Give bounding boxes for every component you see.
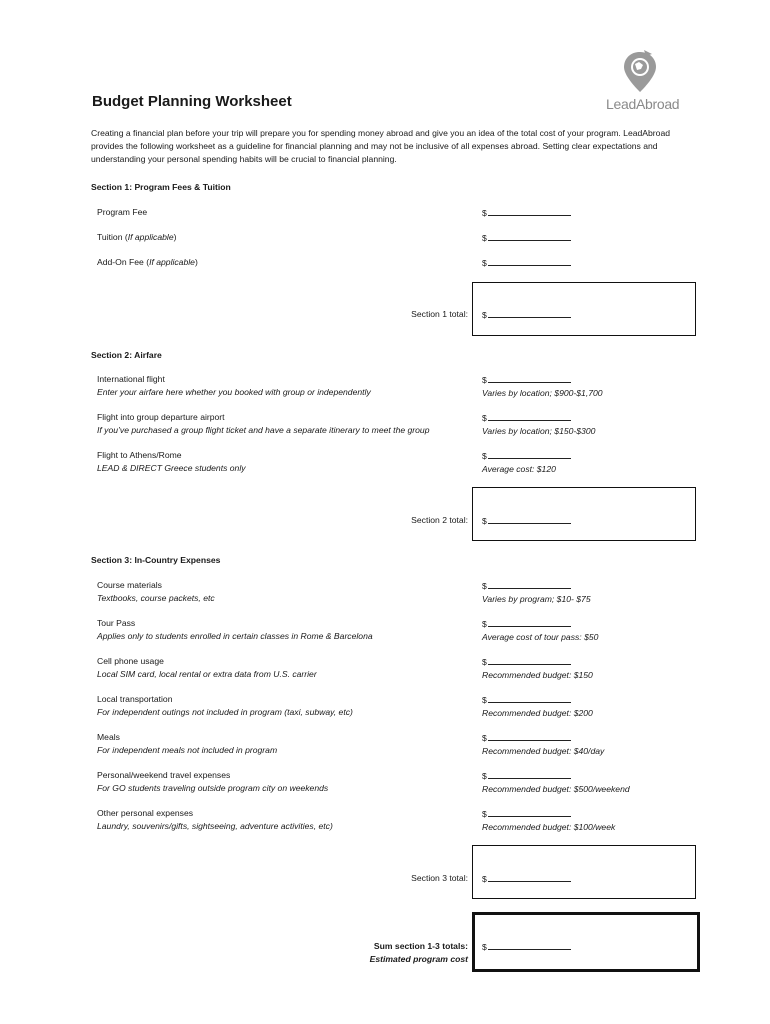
section2-total-label: Section 2 total: xyxy=(411,515,468,525)
international-flight-field[interactable]: $ Varies by location; $900-$1,700 xyxy=(482,375,603,398)
athens-rome-flight-field[interactable]: $ Average cost: $120 xyxy=(482,449,571,476)
departure-flight-field[interactable]: $ Varies by location; $150-$300 xyxy=(482,413,596,436)
section1-heading: Section 1: Program Fees & Tuition xyxy=(91,182,231,192)
section2-total-field[interactable]: $ xyxy=(482,514,571,526)
tour-pass-item: Tour Pass Applies only to students enrolled in certain classes in Rome & Barcelona xyxy=(97,618,373,641)
international-flight-item: International flight Enter your airfare here whether you booked with group or independently xyxy=(97,374,371,397)
weekend-travel-field[interactable]: $ Recommended budget: $500/weekend xyxy=(482,771,630,794)
program-fee-field[interactable]: $ xyxy=(482,206,571,220)
tuition-label: Tuition (If applicable) xyxy=(97,232,177,242)
logo-wordmark: LeadAbroad xyxy=(606,96,680,112)
intro-paragraph: Creating a financial plan before your trip will prepare you for spending money abroad and give you an idea of the total cost of your program. LeadAbroad provides the following worksheet as a guideline for financial planning and may not be inclusive of all expenses abroad. Setting clear expectations and understanding your personal spending habits will be crucial to financial planning. xyxy=(91,128,670,164)
section1-total-field[interactable]: $ xyxy=(482,308,571,320)
tour-pass-field[interactable]: $ Average cost of tour pass: $50 xyxy=(482,619,599,642)
section3-heading: Section 3: In-Country Expenses xyxy=(91,555,221,565)
section2-heading: Section 2: Airfare xyxy=(91,350,162,360)
page-title: Budget Planning Worksheet xyxy=(92,93,292,110)
other-expenses-field[interactable]: $ Recommended budget: $100/week xyxy=(482,809,616,832)
athens-rome-flight-item: Flight to Athens/Rome LEAD & DIRECT Greece students only xyxy=(97,450,246,473)
addon-fee-label: Add-On Fee (If applicable) xyxy=(97,257,198,267)
section1-total-label: Section 1 total: xyxy=(411,309,468,319)
tuition-field[interactable]: $ xyxy=(482,231,571,245)
meals-field[interactable]: $ Recommended budget: $40/day xyxy=(482,733,605,756)
course-materials-field[interactable]: $ Varies by program; $10- $75 xyxy=(482,581,591,604)
course-materials-item: Course materials Textbooks, course packets, etc xyxy=(97,580,215,603)
other-expenses-item: Other personal expenses Laundry, souvenirs/gifts, sightseeing, adventure activities, etc) xyxy=(97,808,333,831)
program-fee-label: Program Fee xyxy=(97,207,148,217)
meals-item: Meals For independent meals not included in program xyxy=(97,732,278,755)
weekend-travel-item: Personal/weekend travel expenses For GO students traveling outside program city on weekends xyxy=(97,770,329,793)
section3-total-label: Section 3 total: xyxy=(411,873,468,883)
sum-total-field[interactable]: $ xyxy=(482,940,571,952)
departure-flight-item: Flight into group departure airport If you’ve purchased a group flight ticket and have a separate itinerary to meet the group xyxy=(97,412,430,435)
sum-total-label: Sum section 1-3 totals: Estimated program cost xyxy=(369,941,468,964)
cell-phone-item: Cell phone usage Local SIM card, local rental or extra data from U.S. carrier xyxy=(97,656,317,679)
local-transportation-item: Local transportation For independent outings not included in program (taxi, subway, etc) xyxy=(97,694,353,717)
local-transportation-field[interactable]: $ Recommended budget: $200 xyxy=(482,695,593,718)
cell-phone-field[interactable]: $ Recommended budget: $150 xyxy=(482,657,593,680)
addon-fee-field[interactable]: $ xyxy=(482,256,571,270)
section3-total-field[interactable]: $ xyxy=(482,872,571,884)
